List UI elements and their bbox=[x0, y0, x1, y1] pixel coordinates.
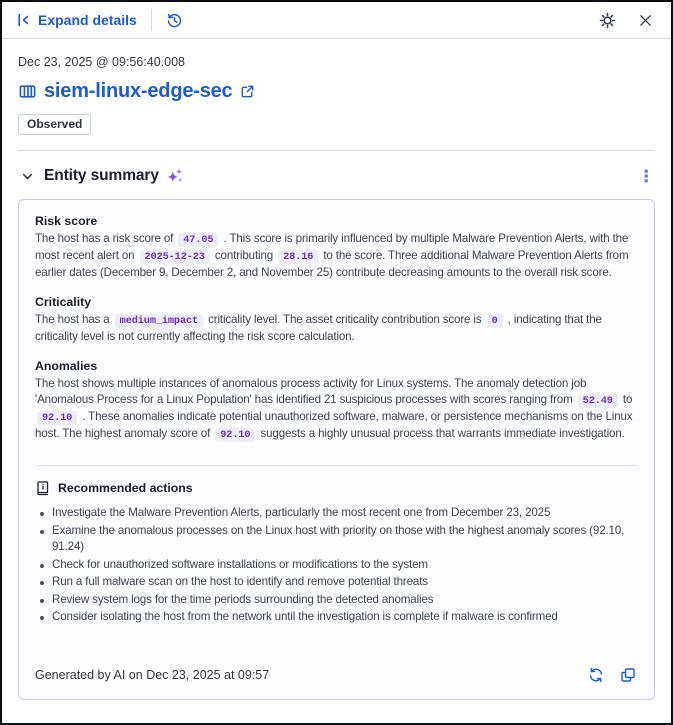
readme-icon bbox=[35, 480, 51, 496]
inline-code-value: 2025-12-23 bbox=[140, 250, 210, 264]
summary-title: Entity summary bbox=[44, 167, 159, 184]
section-paragraph: The host has a medium_impact criticality level. The asset criticality contribution score is 0 , indicating that the criticality level is not currently affecting the risk score calculation. bbox=[35, 313, 602, 343]
section-heading: Criticality bbox=[35, 295, 92, 309]
recommended-action-item: Consider isolating the host from the network until the investigation is complete if malware is confirmed bbox=[35, 609, 638, 626]
panel-expand-icon bbox=[16, 12, 32, 28]
copy-button[interactable] bbox=[618, 665, 638, 685]
generated-by-note: Generated by AI on Dec 23, 2025 at 09:57 bbox=[35, 668, 270, 682]
entity-summary-panel bbox=[18, 199, 655, 700]
history-icon bbox=[166, 12, 183, 29]
topbar-divider bbox=[151, 9, 152, 31]
inline-code-value: 47.05 bbox=[178, 233, 218, 247]
inline-code-value: medium_impact bbox=[115, 314, 203, 328]
external-link-icon[interactable] bbox=[240, 84, 255, 99]
section-paragraph: The host has a risk score of 47.05 . This score is primarily influenced by multiple Malware Prevention Alerts, with the most recent alert on 2025-12-23 contributing 28.16 to the score. Three additional Malware Prevention Alerts from earlier dates (December 9, December 2, and November 25) contribute decreasing amounts to the overall risk score. bbox=[35, 232, 629, 279]
sparkles-icon bbox=[166, 167, 184, 185]
recommended-divider bbox=[35, 465, 638, 466]
summary-menu-button[interactable] bbox=[637, 166, 655, 186]
inline-code-value: 0 bbox=[487, 314, 503, 328]
close-button[interactable] bbox=[634, 9, 657, 32]
inline-code-value: 28.16 bbox=[278, 250, 318, 264]
summary-collapse-toggle[interactable] bbox=[18, 167, 37, 186]
recommended-actions-heading: Recommended actions bbox=[58, 481, 193, 495]
recommended-actions-list bbox=[35, 505, 638, 627]
more-menu-icon bbox=[639, 168, 653, 184]
expand-details-button[interactable] bbox=[12, 8, 141, 32]
observed-badge: Observed bbox=[18, 114, 91, 135]
history-button[interactable] bbox=[162, 8, 187, 33]
recommended-action-item: Investigate the Malware Prevention Alerts, particularly the most recent one from December 23, 2025 bbox=[35, 505, 638, 522]
gear-icon bbox=[599, 12, 616, 29]
summary-sections bbox=[35, 214, 638, 457]
entity-summary-section bbox=[2, 151, 671, 700]
recommended-action-item: Run a full malware scan on the host to identify and remove potential threats bbox=[35, 574, 638, 591]
regenerate-button[interactable] bbox=[586, 665, 606, 685]
settings-button[interactable] bbox=[595, 8, 620, 33]
inline-code-value: 52.49 bbox=[578, 394, 618, 408]
recommended-action-item: Examine the anomalous processes on the Linux host with priority on those with the highest anomaly scores (92.10, 91.24) bbox=[35, 523, 638, 556]
entity-name-link[interactable]: siem-linux-edge-sec bbox=[44, 80, 233, 102]
close-icon bbox=[638, 13, 653, 28]
recommended-action-item: Review system logs for the time periods surrounding the detected anomalies bbox=[35, 592, 638, 609]
recommended-action-item: Check for unauthorized software installations or modifications to the system bbox=[35, 557, 638, 574]
entity-header bbox=[2, 39, 671, 151]
inline-code-value: 92.10 bbox=[215, 428, 255, 442]
event-timestamp: Dec 23, 2025 @ 09:56:40.008 bbox=[18, 55, 185, 69]
inline-code-value: 92.10 bbox=[37, 411, 77, 425]
chevron-down-icon bbox=[20, 169, 35, 184]
host-icon bbox=[18, 82, 37, 101]
section-paragraph: The host shows multiple instances of anomalous process activity for Linux systems. The anomaly detection job 'Anomalous Process for a Linux Population' has identified 21 suspicious processes with scores ranging from 52.49 to 92.10 . These anomalies indicate potential unauthorized software, malware, or persistence mechanisms on the Linux host. The highest anomaly score of 92.10 suggests a highly unusual process that warrants immediate investigation. bbox=[35, 377, 633, 441]
copy-icon bbox=[620, 667, 636, 683]
section-heading: Risk score bbox=[35, 214, 98, 228]
refresh-icon bbox=[588, 667, 604, 683]
expand-details-label: Expand details bbox=[38, 12, 137, 28]
section-heading: Anomalies bbox=[35, 359, 98, 373]
flyout-header bbox=[2, 2, 671, 39]
